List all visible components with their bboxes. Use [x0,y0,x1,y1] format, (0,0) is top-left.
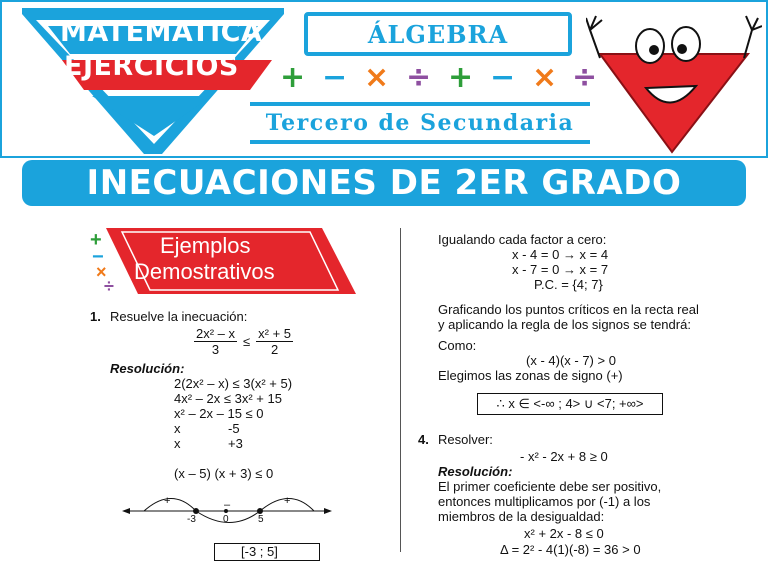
section-title-line1: Ejemplos [160,233,251,258]
problem-statement: Resuelve la inecuación: [110,309,248,324]
fraction-denominator: 3 [211,342,220,357]
step-line: 4x² – 2x ≤ 3x² + 15 [174,391,282,406]
section-title-line2: Demostrativos [134,259,275,284]
plus-icon: + [448,60,474,95]
problem-number: 4. [418,432,429,447]
answer-text: [-3 ; 5] [241,544,278,559]
plus-icon: + [280,60,306,95]
subject-bar [304,12,572,56]
expression: x² + 2x - 8 ≤ 0 [524,526,604,541]
text-line: El primer coeficiente debe ser positivo, [438,479,662,494]
text-line: Como: [438,338,477,353]
sign-label: + [284,495,291,507]
factor-row-const: -5 [228,421,240,436]
factor-row-const: +3 [228,436,243,451]
fraction-left [194,326,237,357]
divide-icon: ÷ [104,276,114,296]
expression: (x - 4)(x - 7) > 0 [526,353,616,368]
minus-icon: − [322,60,348,95]
answer-text: ∴ x ∈ <-∞ ; 4> ∪ <7; +∞> [496,396,644,411]
divide-icon: ÷ [572,60,598,95]
logo-line2: EJERCICIOS [64,51,239,82]
step-line: 2(2x² – x) ≤ 3(x² + 5) [174,376,293,391]
text-line: Elegimos las zonas de signo (+) [438,368,623,383]
subject-label: ÁLGEBRA [367,19,509,49]
sign-label: – [224,499,231,511]
answer-box [214,543,320,561]
text-line: miembros de la desigualdad: [438,509,605,524]
divide-icon: ÷ [406,60,432,95]
answer-box [477,393,663,415]
inequation [194,326,293,357]
tick-label: 0 [223,514,229,525]
equation: x - 4 = 0 → x = 4 [512,247,609,262]
tick-label: 5 [258,514,264,525]
text-line: y aplicando la regla de los signos se tendrá: [438,317,691,332]
triangle-mascot-icon [586,6,762,156]
resolution-label: Resolución: [110,361,185,376]
problem-number: 1. [90,309,101,324]
times-icon: × [364,60,390,95]
page-title: INECUACIONES DE 2ER GRADO [86,163,682,203]
sign-label: + [164,495,171,507]
fraction-right [256,326,293,357]
factored-expression: (x – 5) (x + 3) ≤ 0 [174,466,274,481]
critical-points: P.C. = {4; 7} [534,277,603,292]
fraction-denominator: 2 [270,342,279,357]
minus-icon: − [92,246,104,268]
expression: - x² - 2x + 8 ≥ 0 [520,449,608,464]
logo-line1: MATEMATICA [60,17,263,48]
page-title-bar [22,160,746,206]
tick-label: -3 [187,514,196,525]
column-divider [400,228,401,552]
factor-row-var: x [174,421,181,436]
times-icon: × [532,60,558,95]
expression: Δ = 2² - 4(1)(-8) = 36 > 0 [500,542,641,557]
fraction-numerator: x² + 5 [258,326,292,341]
grade-label: Tercero de Secundaria [265,110,575,136]
factor-row-var: x [174,436,181,451]
step-line: x² – 2x – 15 ≤ 0 [174,406,264,421]
text-line: entonces multiplicamos por (-1) a los [438,494,651,509]
resolution-label: Resolución: [438,464,513,479]
relation: ≤ [243,334,251,349]
times-icon: × [96,262,107,282]
text-line: Graficando los puntos críticos en la recta real [438,302,699,317]
plus-icon: + [90,229,102,251]
equation: x - 7 = 0 → x = 7 [512,262,609,277]
minus-icon: − [490,60,516,95]
fraction-numerator: 2x² – x [196,326,236,341]
problem-statement: Resolver: [438,432,493,447]
grade-bar [250,102,590,144]
intro-text: Igualando cada factor a cero: [438,232,607,247]
